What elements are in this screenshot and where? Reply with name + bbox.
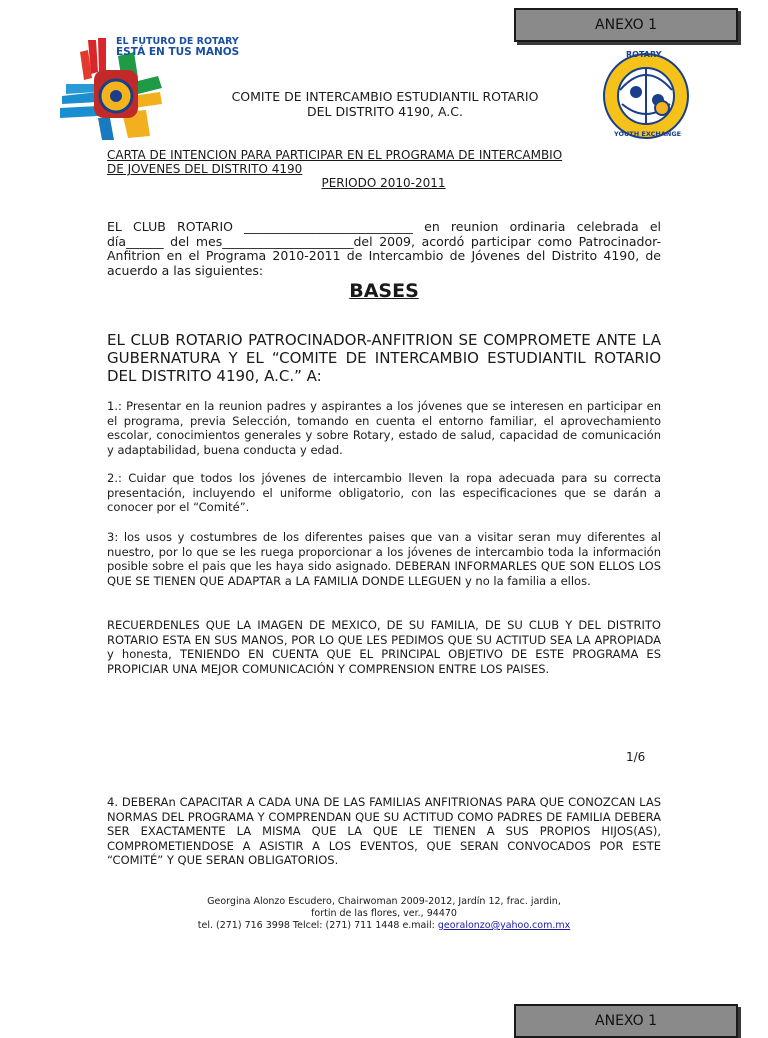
footer-phones: tel. (271) 716 3998 Telcel: (271) 711 1448 e.mail:: [197, 920, 435, 931]
logo-slogan-line2: ESTÁ EN TUS MANOS: [116, 46, 240, 58]
anexo-label-top: ANEXO 1: [595, 17, 657, 33]
title-line2: DE JOVENES DEL DISTRITO 4190: [107, 162, 303, 176]
footer-line1: Georgina Alonzo Escudero, Chairwoman 2009-2012, Jardín 12, frac. jardin,: [207, 896, 561, 907]
item-3: 3: los usos y costumbres de los diferentes paises que van a visitar seran muy diferentes al nuestro, por lo que se les ruega proporcionar a los jóvenes de intercambio toda la información posible sobre el pais que les haya sido asignado. DEBERAN INFORMARLES QUE SON ELLOS LOS QUE SE TIENEN QUE ADAPTAR a LA FAMILIA DONDE LLEGUEN y no la familia a ellos.: [107, 530, 661, 588]
logo-slogan-line1: EL FUTURO DE ROTARY: [116, 36, 239, 47]
anexo-box-top: [514, 8, 738, 42]
youth-exchange-logo: [600, 50, 692, 142]
rotary-hands-logo: [58, 32, 240, 142]
item-4: 4. DEBERAn CAPACITAR A CADA UNA DE LAS FAMILIAS ANFITRIONAS PARA QUE CONOZCAN LAS NORMAS DEL PROGRAMA Y COMPRENDAN QUE SU ACTITUD COMO PADRES DE FAMILIA DEBERA SER EXACTAMENTE LA MISMA QUE LA QUE LE TIENEN A SUS PROPIOS HIJOS(AS), COMPROMETIENDOSE A ASISTIR A LOS EVENTOS, QUE SERAN CONVOCADOS POR ESTE “COMITÉ” Y QUE SERAN OBLIGATORIOS.: [107, 795, 661, 867]
commitment-paragraph: EL CLUB ROTARIO PATROCINADOR-ANFITRION SE COMPROMETE ANTE LA GUBERNATURA Y EL “COMITE DE INTERCAMBIO ESTUDIANTIL ROTARIO DEL DISTRITO 4190, A.C.” A:: [107, 331, 661, 385]
logo-rotary-text: ROTARY: [626, 50, 662, 59]
header-line1: COMITE DE INTERCAMBIO ESTUDIANTIL ROTARIO: [231, 89, 539, 104]
footer-contact: [107, 896, 661, 932]
anexo-label-bottom: ANEXO 1: [595, 1013, 657, 1029]
intro-paragraph: EL CLUB ROTARIO ___________________________ en reunion ordinaria celebrada el día______ del mes_____________________del 2009, acordó participar como Patrocinador-Anfitrion en el Programa 2010-2011 de Intercambio de Jóvenes del Distrito 4190, de acuerdo a las siguientes:: [107, 219, 661, 278]
header-line2: DEL DISTRITO 4190, A.C.: [307, 104, 463, 119]
committee-header: [160, 89, 610, 119]
page-number: 1/6: [626, 750, 646, 764]
item-1: 1.: Presentar en la reunion padres y aspirantes a los jóvenes que se interesen en participar en el programa, previa Selección, tomando en cuenta el entorno familiar, el aprovechamiento escolar, conocimientos generales y sobre Rotary, estado de salud, capacidad de comunicación y adaptabilidad, buena conducta y edad.: [107, 399, 661, 457]
document-title: [107, 148, 660, 190]
footer-email-link[interactable]: georalonzo@yahoo.com.mx: [437, 920, 571, 931]
title-period: PERIODO 2010-2011: [321, 176, 446, 190]
title-line1: CARTA DE INTENCION PARA PARTICIPAR EN EL PROGRAMA DE INTERCAMBIO: [107, 148, 563, 162]
item-2: 2.: Cuidar que todos los jóvenes de intercambio lleven la ropa adecuada para su correcta presentación, incluyendo el uniforme obligatorio, con las especificaciones que se darán a conocer por el “Comité”.: [107, 471, 661, 514]
footer-line2: fortin de las flores, ver., 94470: [311, 908, 457, 919]
bases-heading: BASES: [349, 280, 419, 302]
logo-youth-exchange-text: YOUTH EXCHANGE: [614, 130, 682, 138]
anexo-box-bottom: [514, 1004, 738, 1038]
reminder-paragraph: RECUERDENLES QUE LA IMAGEN DE MEXICO, DE SU FAMILIA, DE SU CLUB Y DEL DISTRITO ROTARIO ESTA EN SUS MANOS, POR LO QUE LES PEDIMOS QUE SU ACTITUD SEA LA APROPIADA y honesta, TENIENDO EN CUENTA QUE EL PRINCIPAL OBJETIVO DE ESTE PROGRAMA ES PROPICIAR UNA MEJOR COMUNICACIÓN Y COMPRENSION ENTRE LOS PAISES.: [107, 618, 661, 676]
